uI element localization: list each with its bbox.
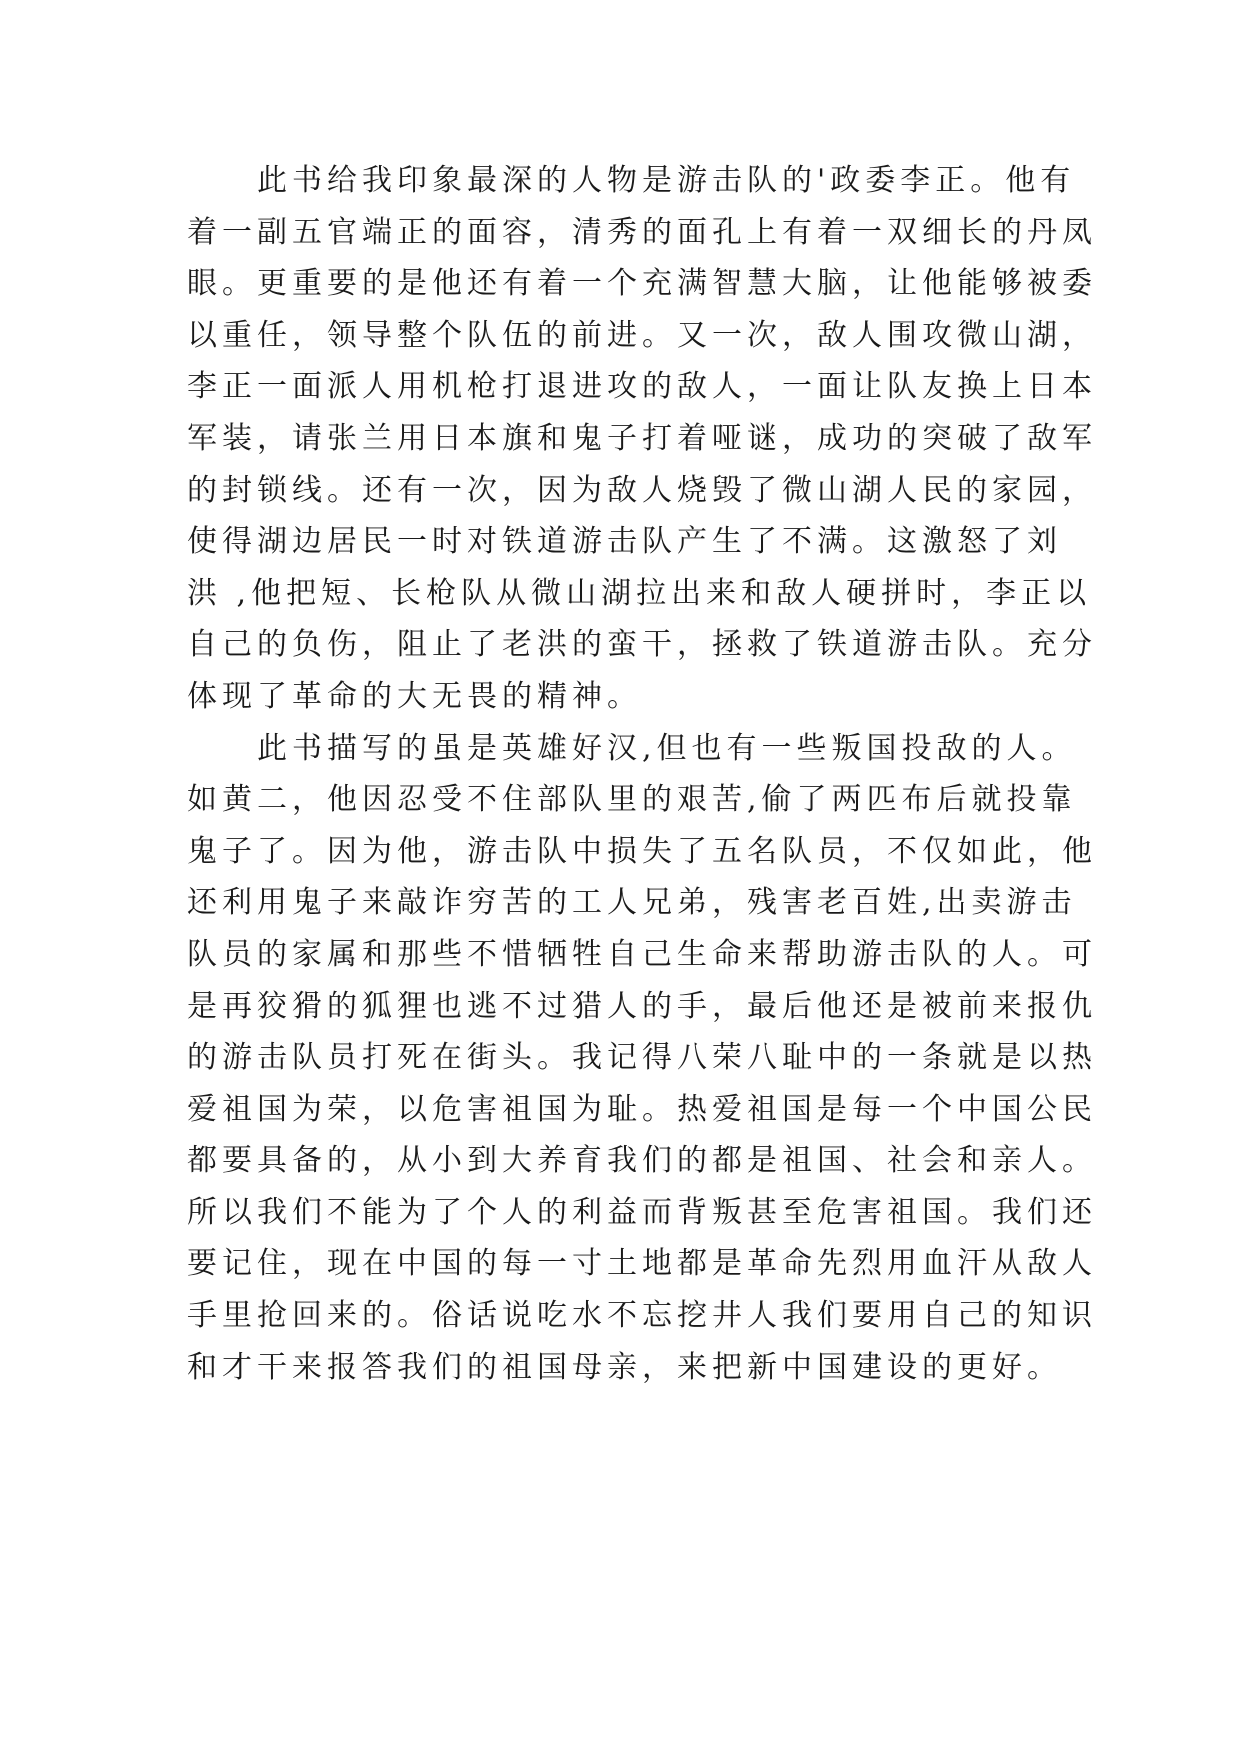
text-line: 队员的家属和那些不惜牺牲自己生命来帮助游击队的人。可 bbox=[187, 936, 1097, 972]
text-line: 军装，请张兰用日本旗和鬼子打着哑谜，成功的突破了敌军 bbox=[187, 420, 1097, 456]
text-line: 如黄二，他因忍受不住部队里的艰苦,偷了两匹布后就投靠 bbox=[187, 782, 1077, 818]
text-line: 和才干来报答我们的祖国母亲，来把新中国建设的更好。 bbox=[187, 1349, 1062, 1385]
text-line: 此书给我印象最深的人物是游击队的'政委李正。他有 bbox=[257, 163, 1076, 198]
paragraph-2 bbox=[187, 723, 1097, 1394]
text-line: 李正一面派人用机枪打退进攻的敌人，一面让队友换上日本 bbox=[187, 369, 1097, 405]
text-line: 以重任，领导整个队伍的前进。又一次，敌人围攻微山湖， bbox=[187, 317, 1097, 353]
text-line: 都要具备的，从小到大养育我们的都是祖国、社会和亲人。 bbox=[187, 1143, 1097, 1179]
text-line: 洪 ,他把短、长枪队从微山湖拉出来和敌人硬拼时，李正以 bbox=[187, 575, 1092, 611]
text-line: 的游击队员打死在街头。我记得八荣八耻中的一条就是以热 bbox=[187, 1040, 1097, 1076]
paragraph-1 bbox=[187, 155, 1097, 723]
text-line: 是再狡猾的狐狸也逃不过猎人的手，最后他还是被前来报仇 bbox=[187, 988, 1097, 1024]
text-line: 使得湖边居民一时对铁道游击队产生了不满。这激怒了刘 bbox=[187, 524, 1062, 560]
text-line: 此书描写的虽是英雄好汉,但也有一些叛国投敌的人。 bbox=[257, 730, 1077, 766]
text-line: 体现了革命的大无畏的精神。 bbox=[187, 678, 642, 714]
text-line: 鬼子了。因为他，游击队中损失了五名队员，不仅如此，他 bbox=[187, 833, 1097, 869]
text-line: 爱祖国为荣，以危害祖国为耻。热爱祖国是每一个中国公民 bbox=[187, 1091, 1097, 1127]
text-line: 还利用鬼子来敲诈穷苦的工人兄弟，残害老百姓,出卖游击 bbox=[187, 885, 1077, 921]
text-line: 的封锁线。还有一次，因为敌人烧毁了微山湖人民的家园， bbox=[187, 472, 1097, 508]
text-line: 手里抢回来的。俗话说吃水不忘挖井人我们要用自己的知识 bbox=[187, 1298, 1097, 1334]
text-line: 所以我们不能为了个人的利益而背叛甚至危害祖国。我们还 bbox=[187, 1194, 1097, 1230]
text-line: 眼。更重要的是他还有着一个充满智慧大脑，让他能够被委 bbox=[187, 266, 1097, 302]
document-body bbox=[187, 155, 1097, 1393]
text-line: 自己的负伤，阻止了老洪的蛮干，拯救了铁道游击队。充分 bbox=[187, 627, 1097, 663]
text-line: 要记住，现在中国的每一寸土地都是革命先烈用血汗从敌人 bbox=[187, 1246, 1097, 1282]
text-line: 着一副五官端正的面容，清秀的面孔上有着一双细长的丹凤 bbox=[187, 214, 1097, 250]
